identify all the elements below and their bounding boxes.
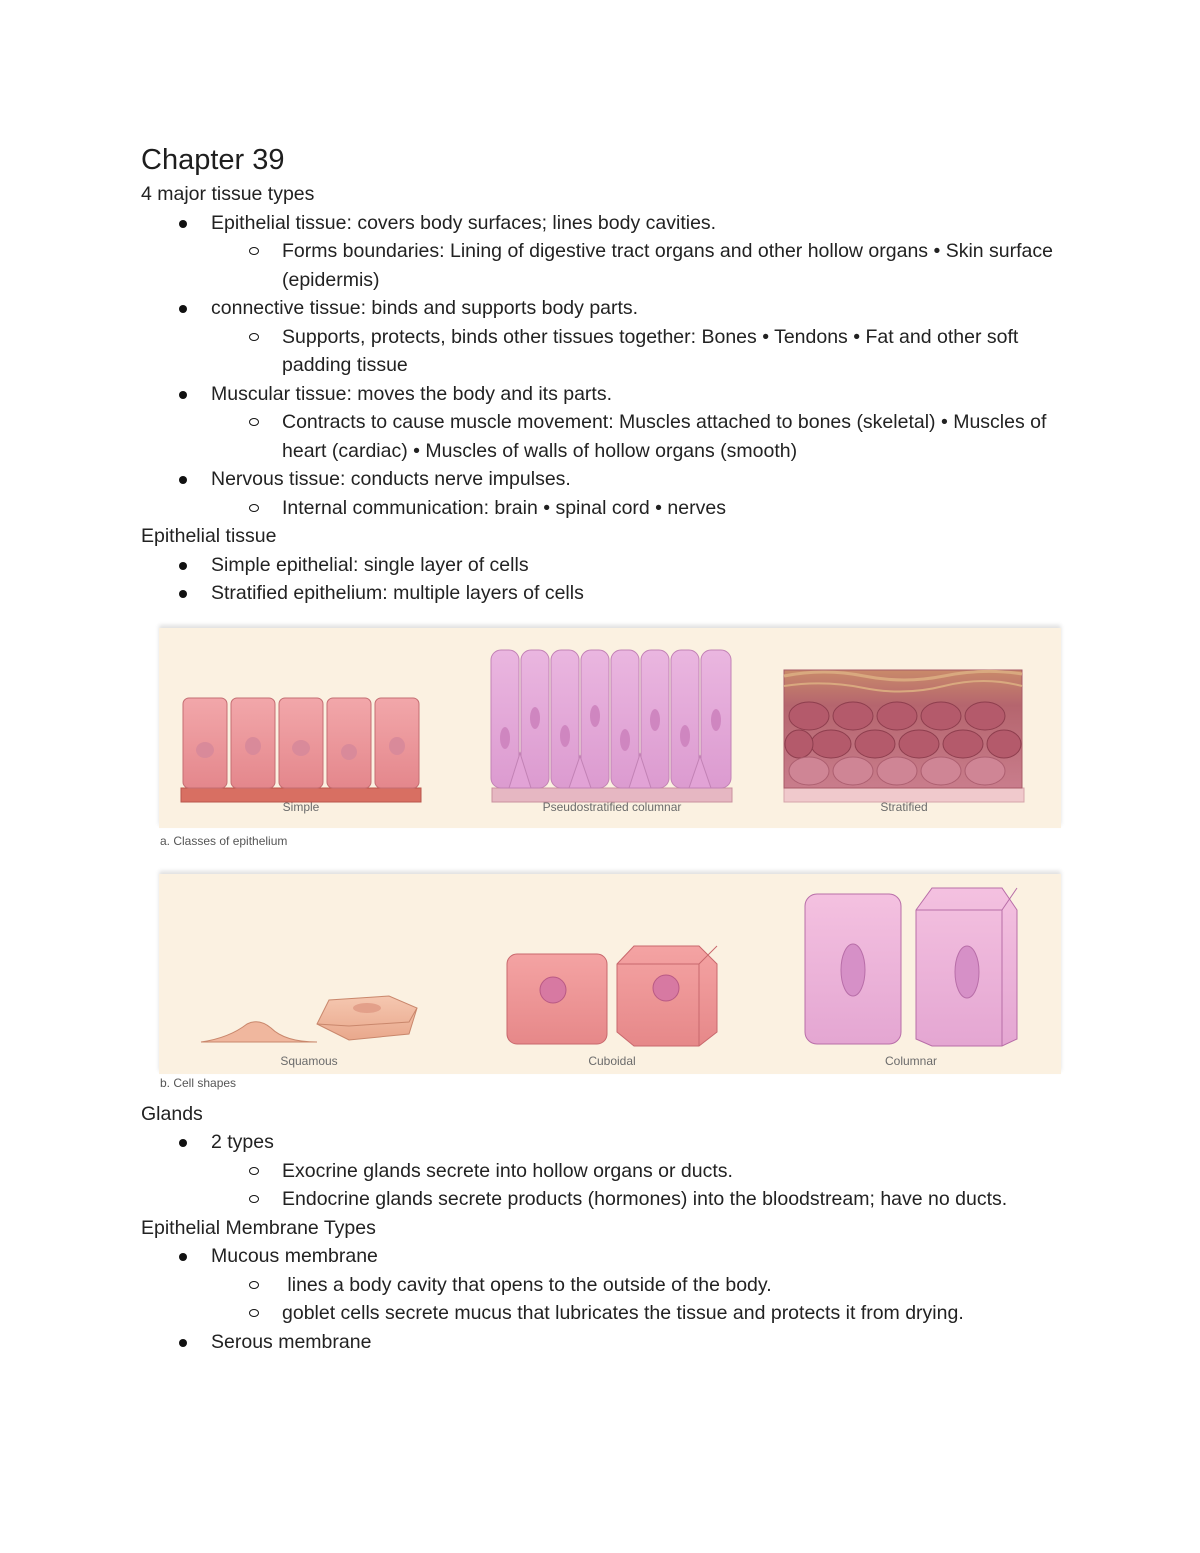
tissue-item: connective tissue: binds and supports body parts. xyxy=(141,294,1071,323)
simple-epithelium-diagram xyxy=(181,698,421,802)
epithelial-heading: Epithelial tissue xyxy=(141,525,277,547)
glands-item: 2 types xyxy=(141,1128,1071,1157)
cuboidal-cell-diagram xyxy=(507,946,717,1046)
glands-detail: Exocrine glands secrete into hollow organs or ducts. xyxy=(141,1157,1071,1186)
figure-cell-shapes xyxy=(141,866,1071,1118)
epithelial-item: Simple epithelial: single layer of cells xyxy=(141,551,1071,580)
epithelium-classes-illustration xyxy=(159,628,1061,828)
tissue-item: Nervous tissue: conducts nerve impulses. xyxy=(141,465,1071,494)
label-columnar: Columnar xyxy=(884,1053,938,1068)
columnar-cell-diagram xyxy=(805,888,1017,1046)
document-page xyxy=(141,140,1071,1356)
membrane-item: Mucous membrane xyxy=(141,1242,1071,1271)
page-title: Chapter 39 xyxy=(141,144,285,176)
membranes-heading: Epithelial Membrane Types xyxy=(141,1216,376,1239)
stratified-diagram xyxy=(784,670,1024,802)
cell-shapes-illustration xyxy=(159,874,1061,1074)
tissue-detail: Supports, protects, binds other tissues together: Bones • Tendons • Fat and other soft padding tissue xyxy=(141,323,1071,380)
label-stratified: Stratified xyxy=(880,799,928,814)
epithelial-item: Stratified epithelium: multiple layers of cells xyxy=(141,579,1071,608)
figure-b-caption: b. Cell shapes xyxy=(160,1075,237,1090)
figure-panel xyxy=(159,874,1061,1074)
tissue-item: Epithelial tissue: covers body surfaces; lines body cavities. xyxy=(141,209,1071,238)
tissue-detail: Internal communication: brain • spinal cord • nerves xyxy=(141,494,1071,523)
squamous-cell-diagram xyxy=(201,996,417,1042)
label-cuboidal: Cuboidal xyxy=(588,1053,636,1068)
figure-a-caption: a. Classes of epithelium xyxy=(160,833,288,848)
figure-epithelium-classes xyxy=(141,620,1071,866)
tissue-item: Muscular tissue: moves the body and its parts. xyxy=(141,380,1071,409)
membrane-detail: goblet cells secrete mucus that lubricates the tissue and protects it from drying. xyxy=(141,1299,1071,1328)
pseudostratified-diagram xyxy=(491,650,732,802)
membrane-detail: lines a body cavity that opens to the outside of the body. xyxy=(141,1271,1071,1300)
label-pseudostratified: Pseudostratified columnar xyxy=(542,799,682,814)
tissue-detail: Forms boundaries: Lining of digestive tract organs and other hollow organs • Skin surface (epidermis) xyxy=(141,237,1071,294)
glands-heading: Glands xyxy=(141,1102,203,1125)
intro-line: 4 major tissue types xyxy=(141,183,315,205)
figure-panel xyxy=(159,628,1061,828)
label-squamous: Squamous xyxy=(280,1053,338,1068)
label-simple: Simple xyxy=(282,799,320,814)
glands-detail: Endocrine glands secrete products (hormones) into the bloodstream; have no ducts. xyxy=(141,1185,1071,1214)
membrane-item: Serous membrane xyxy=(141,1328,1071,1357)
tissue-detail: Contracts to cause muscle movement: Muscles attached to bones (skeletal) • Muscles of heart (cardiac) • Muscles of walls of hollow organs (smooth) xyxy=(141,408,1071,465)
